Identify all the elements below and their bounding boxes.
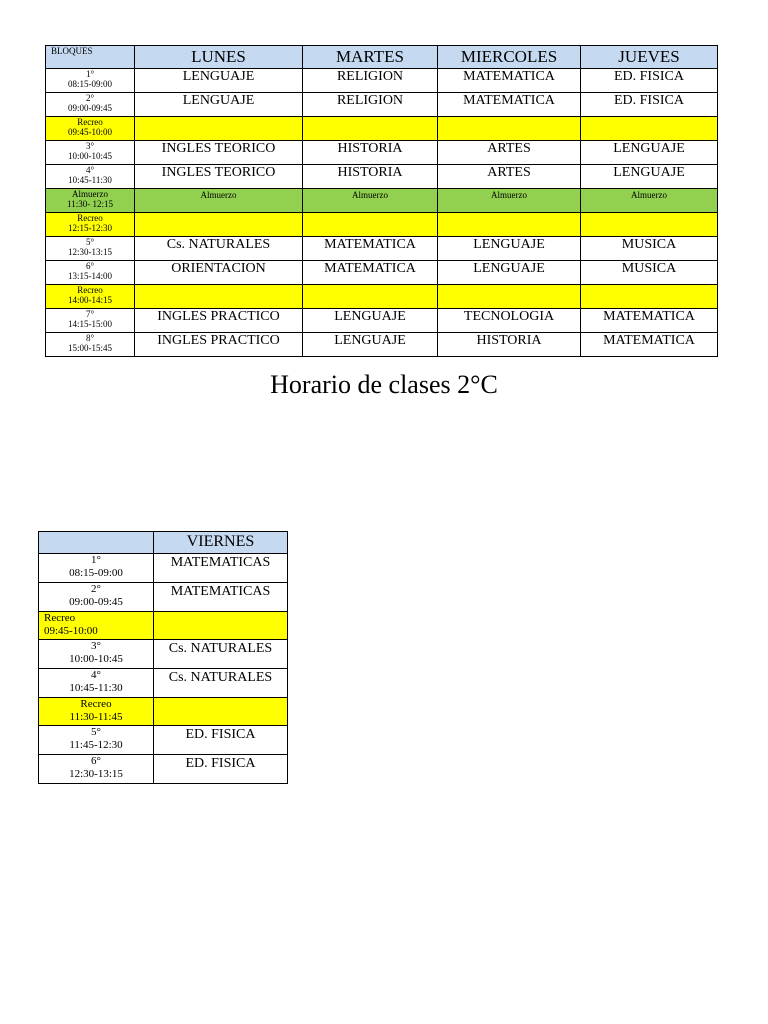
header-bloques [39, 532, 154, 554]
block-cell [46, 165, 135, 189]
subject-cell [438, 213, 581, 237]
block-cell [46, 237, 135, 261]
block-cell [39, 755, 154, 784]
subject-cell: MATEMATICA [581, 309, 718, 333]
subject-cell: MUSICA [581, 261, 718, 285]
block-label: 7° [85, 309, 95, 319]
subject-cell [581, 285, 718, 309]
block-time: 08:15-09:00 [69, 567, 123, 579]
recreo-row [46, 213, 718, 237]
header-day: MIERCOLES [438, 46, 581, 69]
block-time: 09:00-09:45 [68, 103, 112, 113]
subject-cell: INGLES PRACTICO [135, 309, 303, 333]
block-time: 12:15-12:30 [68, 223, 112, 233]
subject-cell: HISTORIA [438, 333, 581, 357]
block-label: 3° [85, 141, 95, 151]
subject-cell: MATEMATICAS [154, 583, 288, 612]
subject-cell: LENGUAJE [581, 165, 718, 189]
block-cell [46, 285, 135, 309]
subject-cell: ED. FISICA [154, 726, 288, 755]
subject-cell: Almuerzo [135, 189, 303, 213]
block-label: 3° [91, 640, 101, 652]
recreo-row [46, 117, 718, 141]
block-time: 12:30-13:15 [69, 768, 123, 780]
subject-cell [581, 213, 718, 237]
header-day: MARTES [303, 46, 438, 69]
block-time: 10:45-11:30 [68, 175, 112, 185]
header-day: JUEVES [581, 46, 718, 69]
table-row [39, 755, 288, 784]
block-time: 13:15-14:00 [68, 271, 112, 281]
block-label: Recreo [80, 698, 112, 710]
table-row [46, 333, 718, 357]
subject-cell: Cs. NATURALES [135, 237, 303, 261]
block-cell [39, 640, 154, 669]
header-day: LUNES [135, 46, 303, 69]
table-row [46, 309, 718, 333]
block-time: 15:00-15:45 [68, 343, 112, 353]
table-row [39, 669, 288, 698]
table-row [46, 69, 718, 93]
subject-cell [154, 612, 288, 640]
subject-cell: MATEMATICA [303, 261, 438, 285]
block-time: 11:45-12:30 [69, 739, 123, 751]
subject-cell: Almuerzo [581, 189, 718, 213]
subject-cell: LENGUAJE [438, 237, 581, 261]
schedule-table-friday [38, 531, 288, 784]
block-time: 09:45-10:00 [44, 625, 98, 637]
recreo-row [46, 285, 718, 309]
block-cell [46, 93, 135, 117]
subject-cell [154, 698, 288, 726]
subject-cell: HISTORIA [303, 141, 438, 165]
header-row [39, 532, 288, 554]
recreo-row [39, 698, 288, 726]
block-cell [46, 261, 135, 285]
almuerzo-row [46, 189, 718, 213]
block-cell [39, 669, 154, 698]
block-label: Recreo [77, 285, 103, 295]
subject-cell: RELIGION [303, 69, 438, 93]
block-cell [46, 333, 135, 357]
subject-cell: LENGUAJE [303, 333, 438, 357]
subject-cell: Cs. NATURALES [154, 669, 288, 698]
subject-cell [135, 117, 303, 141]
block-cell [46, 117, 135, 141]
subject-cell: ED. FISICA [154, 755, 288, 784]
subject-cell: MATEMATICA [438, 93, 581, 117]
page-title: Horario de clases 2°C [270, 370, 498, 399]
header-day: VIERNES [154, 532, 288, 554]
subject-cell: LENGUAJE [135, 93, 303, 117]
table-row [39, 554, 288, 583]
subject-cell: ED. FISICA [581, 69, 718, 93]
table-row [39, 583, 288, 612]
block-time: 12:30-13:15 [68, 247, 112, 257]
subject-cell: Almuerzo [303, 189, 438, 213]
block-label: 2° [85, 93, 95, 103]
block-label: Recreo [44, 612, 76, 624]
subject-cell: ARTES [438, 141, 581, 165]
subject-cell: INGLES TEORICO [135, 141, 303, 165]
block-cell [39, 583, 154, 612]
subject-cell: LENGUAJE [135, 69, 303, 93]
block-label: 5° [91, 726, 101, 738]
block-label: Almuerzo [72, 189, 108, 199]
table-row [39, 640, 288, 669]
table-row [46, 141, 718, 165]
subject-cell [303, 285, 438, 309]
block-time: 10:00-10:45 [69, 653, 123, 665]
block-label: 2° [91, 583, 101, 595]
subject-cell: ARTES [438, 165, 581, 189]
block-time: 09:00-09:45 [69, 596, 123, 608]
header-bloques: BLOQUES [46, 46, 135, 69]
subject-cell: LENGUAJE [581, 141, 718, 165]
subject-cell: Almuerzo [438, 189, 581, 213]
block-time: 11:30-11:45 [69, 711, 123, 723]
block-label: 4° [85, 165, 95, 175]
block-time: 09:45-10:00 [68, 127, 112, 137]
block-label: 5° [85, 237, 95, 247]
block-label: 8° [85, 333, 95, 343]
block-label: 1° [91, 554, 101, 566]
block-time: 08:15-09:00 [68, 79, 112, 89]
header-row [46, 46, 718, 69]
block-cell [39, 698, 154, 726]
block-time: 10:00-10:45 [68, 151, 112, 161]
subject-cell: MATEMATICA [581, 333, 718, 357]
subject-cell [135, 213, 303, 237]
block-label: 6° [91, 755, 101, 767]
block-label: Recreo [77, 117, 103, 127]
block-label: Recreo [77, 213, 103, 223]
block-label: 4° [91, 669, 101, 681]
subject-cell: MATEMATICAS [154, 554, 288, 583]
subject-cell [438, 117, 581, 141]
schedule-table-mon-thu [45, 45, 718, 357]
subject-cell: TECNOLOGIA [438, 309, 581, 333]
subject-cell: ORIENTACION [135, 261, 303, 285]
subject-cell: LENGUAJE [303, 309, 438, 333]
block-cell [39, 554, 154, 583]
subject-cell [581, 117, 718, 141]
block-time: 10:45-11:30 [69, 682, 123, 694]
block-cell [46, 213, 135, 237]
block-label: 1° [85, 69, 95, 79]
subject-cell [303, 117, 438, 141]
table-row [46, 237, 718, 261]
subject-cell [438, 285, 581, 309]
subject-cell: MATEMATICA [438, 69, 581, 93]
block-cell [39, 612, 154, 640]
subject-cell: INGLES TEORICO [135, 165, 303, 189]
subject-cell [303, 213, 438, 237]
block-cell [46, 189, 135, 213]
subject-cell: MUSICA [581, 237, 718, 261]
subject-cell: HISTORIA [303, 165, 438, 189]
recreo-row [39, 612, 288, 640]
subject-cell [135, 285, 303, 309]
block-cell [46, 69, 135, 93]
table-row [46, 93, 718, 117]
block-time: 11:30- 12:15 [67, 199, 113, 209]
block-time: 14:00-14:15 [68, 295, 112, 305]
table-row [39, 726, 288, 755]
subject-cell: RELIGION [303, 93, 438, 117]
block-cell [46, 309, 135, 333]
subject-cell: Cs. NATURALES [154, 640, 288, 669]
block-cell [46, 141, 135, 165]
table-row [46, 165, 718, 189]
subject-cell: ED. FISICA [581, 93, 718, 117]
table-row [46, 261, 718, 285]
block-time: 14:15-15:00 [68, 319, 112, 329]
block-label: 6° [85, 261, 95, 271]
block-cell [39, 726, 154, 755]
subject-cell: LENGUAJE [438, 261, 581, 285]
subject-cell: MATEMATICA [303, 237, 438, 261]
subject-cell: INGLES PRACTICO [135, 333, 303, 357]
